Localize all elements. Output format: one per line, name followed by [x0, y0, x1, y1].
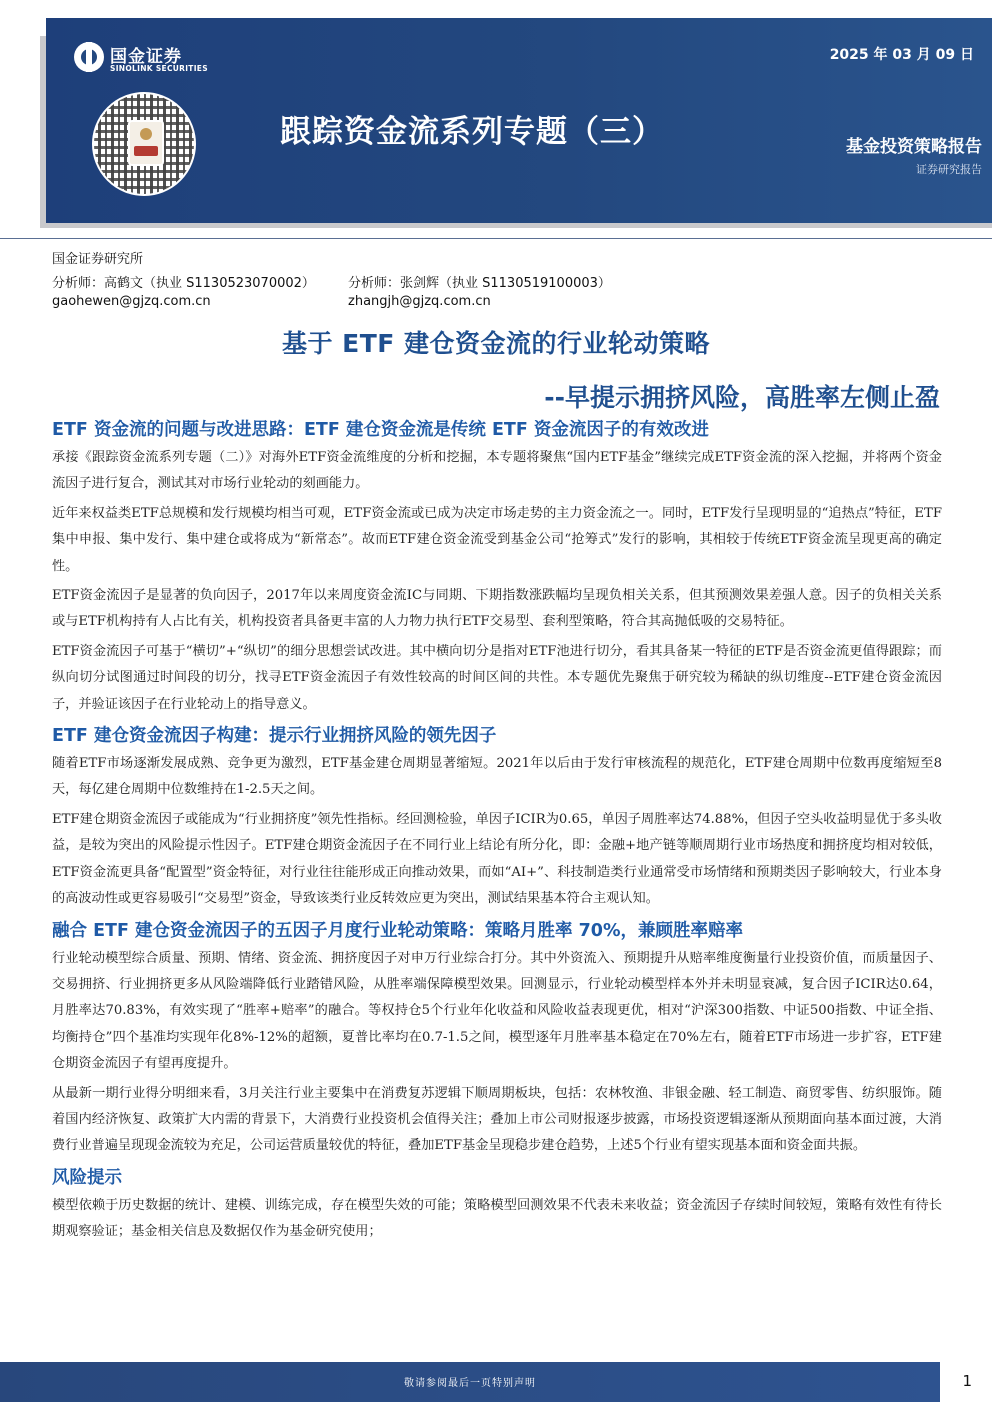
report-type: 基金投资策略报告: [846, 137, 982, 157]
section-factor-construction: [52, 721, 942, 912]
logo-en-text: SINOLINK SECURITIES: [110, 64, 208, 73]
page-number: 1: [962, 1372, 972, 1390]
company-logo: [74, 40, 234, 80]
analyst-2-email[interactable]: zhangjh@gjzq.com.cn: [348, 294, 491, 309]
analyst-2: 分析师：张剑辉（执业 S1130519100003）: [348, 276, 611, 291]
paragraph: 承接《跟踪资金流系列专题（二）》对海外ETF资金流维度的分析和挖掘，本专题将聚焦“国内ETF基金”继续完成ETF资金流的深入挖掘，并将两个资金流因子进行复合，测试其对市场行业轮动的刻画能力。: [52, 450, 942, 492]
header-divider: [0, 238, 992, 239]
paragraph: ETF资金流因子可基于“横切”+“纵切”的细分思想尝试改进。其中横向切分是指对ETF池进行切分，看其具备某一特征的ETF是否资金流更值得跟踪；而纵向切分试图通过时间段的切分，找寻ETF资金流因子有效性较高的时间区间的共性。本专题优先聚焦于研究较为稀缺的纵切维度--ETF建仓资金流因子，并验证该因子在行业轮动上的指导意义。: [52, 643, 942, 712]
report-subtitle: --早提示拥挤风险，高胜率左侧止盈: [544, 383, 940, 412]
section-heading: ETF 建仓资金流因子构建：提示行业拥挤风险的领先因子: [52, 726, 497, 747]
report-body: [52, 415, 942, 1249]
qr-code-icon: [92, 92, 196, 196]
section-risk-warning: [52, 1163, 942, 1246]
paragraph: 模型依赖于历史数据的统计、建模、训练完成，存在模型失效的可能；策略模型回测效果不代表未来收益；资金流因子存续时间较短，策略有效性有待长期观察验证；基金相关信息及数据仅作为基金研究使用；: [52, 1197, 942, 1240]
qr-center-logo: [128, 120, 164, 166]
report-title: 基于 ETF 建仓资金流的行业轮动策略: [281, 329, 711, 358]
paragraph: 近年来权益类ETF总规模和发行规模均相当可观，ETF资金流或已成为决定市场走势的主力资金流之一。同时，ETF发行呈现明显的“追热点”特征，ETF集中申报、集中发行、集中建仓或将成为“新常态”。故而ETF建仓资金流受到基金公司“抢筹式”发行的影响，其相较于传统ETF资金流呈现更高的确定性。: [52, 505, 942, 574]
section-heading: 风险提示: [52, 1167, 122, 1188]
paragraph: 随着ETF市场逐渐发展成熟、竞争更为激烈，ETF基金建仓周期显著缩短。2021年以后由于发行审核流程的规范化，ETF建仓周期中位数再度缩短至8天，每亿建仓周期中位数维持在1-2.5天之间。: [52, 756, 942, 798]
report-subtype: 证券研究报告: [916, 163, 982, 176]
logo-cn-text: 国金证券: [110, 47, 182, 67]
series-title: 跟踪资金流系列专题（三）: [280, 114, 664, 150]
logo-mark-icon: [74, 42, 104, 72]
paragraph: 行业轮动模型综合质量、预期、情绪、资金流、拥挤度因子对申万行业综合打分。其中外资流入、预期提升从赔率维度衡量行业投资价值，而质量因子、交易拥挤、行业拥挤更多从风险端降低行业踏错风险，从胜率端保障模型效果。回测显示，行业轮动模型样本外并未明显衰减，复合因子ICIR达0.64，月胜率达70.83%，有效实现了“胜率+赔率”的融合。等权持仓5个行业年化收益和风险收益表现更优，相对“沪深300指数、中证500指数、中证全指、均衡持仓”四个基准均实现年化8%-12%的超额，夏普比率均在0.7-1.5之间，模型逐年月胜率基本稳定在70%左右，随着ETF市场进一步扩容，ETF建仓期资金流因子有望再度提升。: [52, 950, 942, 1072]
analyst-1: 分析师：高鹤文（执业 S1130523070002）: [52, 276, 315, 291]
section-etf-flow-problem: [52, 415, 942, 718]
report-date: 2025 年 03 月 09 日: [829, 47, 974, 63]
institute-name: 国金证券研究所: [52, 252, 144, 267]
paragraph: ETF建仓期资金流因子或能成为“行业拥挤度”领先性指标。经回测检验，单因子ICIR为0.65，单因子周胜率达74.88%，但因子空头收益明显优于多头收益，是较为突出的风险提示性因子。ETF建仓期资金流因子在不同行业上结论有所分化，即：金融+地产链等顺周期行业市场热度和拥挤度均相对较低，ETF资金流更具备“配置型”资金特征，对行业往往能形成正向推动效果，而如“AI+”、科技制造类行业通常受市场情绪和预期类因子影响较大，行业本身的高波动性或更容易吸引“交易型”资金，导致该类行业反转效应更为突出，测试结果基本符合主观认知。: [52, 811, 942, 907]
section-rotation-strategy: [52, 916, 942, 1160]
section-heading: ETF 资金流的问题与改进思路：ETF 建仓资金流是传统 ETF 资金流因子的有效改进: [52, 420, 709, 440]
section-heading: 融合 ETF 建仓资金流因子的五因子月度行业轮动策略：策略月胜率 70%，兼顾胜率赔率: [52, 920, 744, 941]
footer-disclaimer-link[interactable]: 敬请参阅最后一页特别声明: [404, 1378, 536, 1389]
paragraph: ETF资金流因子是显著的负向因子，2017年以来周度资金流IC与同期、下期指数涨跌幅均呈现负相关关系，但其预测效果差强人意。因子的负相关关系或与ETF机构持有人占比有关，机构投资者具备更丰富的人力物力执行ETF交易型、套利型策略，符合其高抛低吸的交易特征。: [52, 588, 942, 630]
paragraph: 从最新一期行业得分明细来看，3月关注行业主要集中在消费复苏逻辑下顺周期板块，包括：农林牧渔、非银金融、轻工制造、商贸零售、纺织服饰。随着国内经济恢复、政策扩大内需的背景下，大消费行业投资机会值得关注；叠加上市公司财报逐步披露，市场投资逻辑逐渐从预期面向基本面过渡，大消费行业普遍呈现现金流较为充足，公司运营质量较优的特征，叠加ETF基金呈现稳步建仓趋势，上述5个行业有望实现基本面和资金面共振。: [52, 1085, 942, 1154]
analyst-1-email[interactable]: gaohewen@gjzq.com.cn: [52, 294, 211, 309]
